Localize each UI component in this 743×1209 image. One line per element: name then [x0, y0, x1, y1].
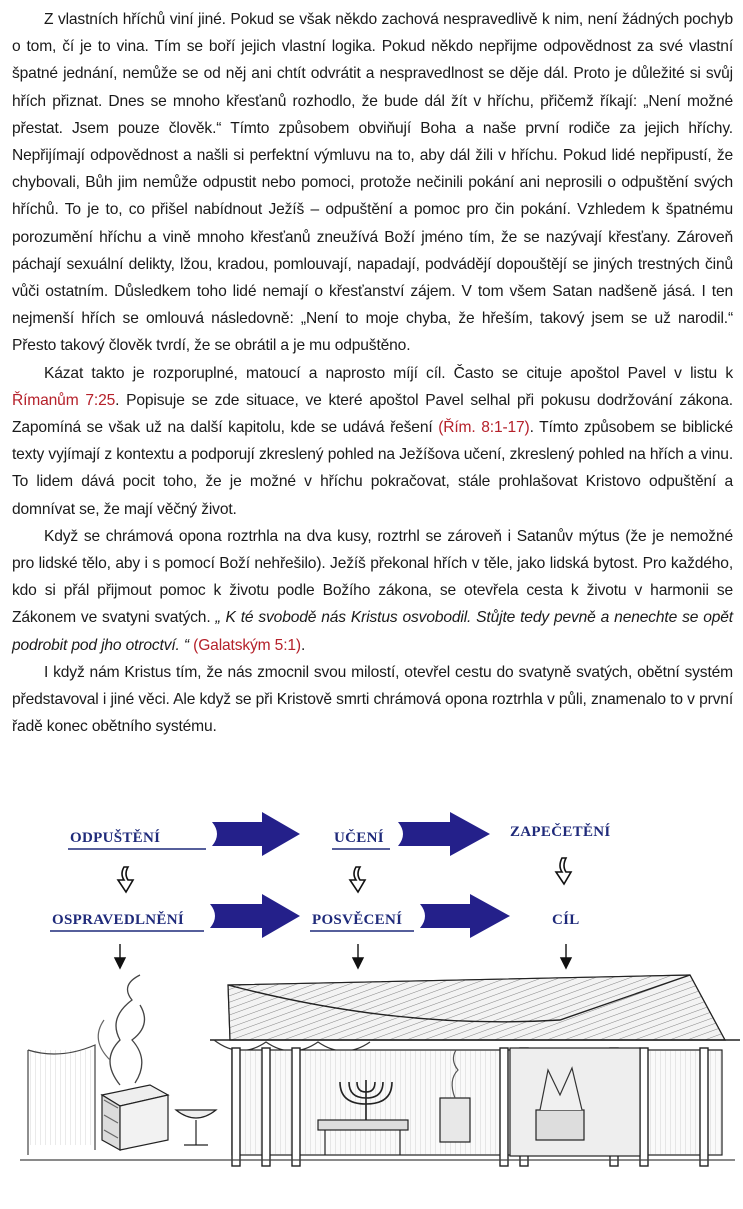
down-arrow-icon — [556, 858, 571, 884]
down-arrow-icon — [350, 867, 365, 892]
text-segment: I když nám Kristus tím, že nás zmocnil svou milostí, otevřel cestu do svatyně svatých, obětní systém představoval i jiné věci. Ale když se při Kristově smrti chrámová opona roztrhla v půli, znamenalo to v první řadě konec obětního systému. — [12, 663, 733, 736]
down-arrow-icon — [118, 867, 133, 892]
text-segment: Když se chrámová opona roztrhla na dva kusy, roztrhl se zároveň i Satanův mýtus (že je nemožné pro lidské tělo, aby i s pomocí Boží nehřešilo). Ježíš překonal hřích v těle, jako lidská bytost. Pro každého, kdo si přál přijmout pomoc k životu podle Božího zákona, se otevřela cesta k životu v harmonii se Zákonem ve svatyni svatých. — [12, 527, 733, 627]
label-odpusteni: ODPUŠTĚNÍ — [70, 830, 161, 846]
bible-quote: „ K té svobodě nás Kristus osvobodil. Stůjte tedy pevně a nenechte se opět podrobit pod jho otroctví. “ — [12, 609, 733, 654]
text-segment: . Tímto způsobem se biblické texty vyjímají z kontextu a podporují zkreslený pohled na Ježíšova učení, zkreslený pohled na hřích a vinu. To lidem dává pocit toho, že je možné v hříchu pokračovat, stále prohlašovat Kristovo odpuštění a domnívat se, že mají věčný život. — [12, 419, 733, 518]
paragraph-1 — [12, 6, 733, 360]
arrow-right-icon — [212, 812, 300, 856]
text-segment: . — [300, 636, 306, 654]
down-arrow-icon — [115, 944, 571, 968]
tabernacle-illustration — [20, 975, 740, 1166]
sanctuary-diagram — [0, 800, 743, 1209]
arrow-right-icon — [210, 894, 300, 938]
label-uceni: UČENÍ — [334, 830, 384, 846]
bible-reference: (Galatským 5:1) — [193, 636, 301, 654]
label-posveceni: POSVĚCENÍ — [312, 912, 403, 928]
label-ospravedlneni: OSPRAVEDLNĚNÍ — [52, 912, 184, 928]
article-text — [12, 6, 733, 740]
text-segment: Z vlastních hříchů viní jiné. Pokud se však někdo zachová nespravedlivě k nim, není žádných pochyb o tom, čí je to vina. Tím se boří jejich vlastní logika. Pokud někdo nepřijme odpovědnost za své vlastní špatné jednání, nemůže se od něj ani chtít odvrátit a nespravedlnost se děje dál. Proto je důležité si svůj hřích přiznat. Dnes se mnoho křesťanů rozhodlo, že bude dál žít v hříchu, přičemž říkají: „Není možné přestat. Jsem pouze člověk.“ Tímto způsobem obviňují Boha a naše první rodiče za jejich hříchy. Nepřijímají odpovědnost a našli si perfektní výmluvu na to, aby dál žili v hříchu. Pokud lidé nepřipustí, že chybovali, Bůh jim nemůže odpustit nebo pomoci, protože nečinili pokání ani neprosili o odpuštění svých hříchů. To je to, co přišel nabídnout Ježíš – odpuštění a pomoc pro čin pokání. Vzhledem k špatnému porozumění hříchu a vině mnoho křesťanů zneužívá Boží jméno tím, že se nazývají křesťany. Zároveň páchají sexuální delikty, lžou, kradou, pomlouvají, napadají, podvádějí dopouštějí se jiných trestných činů vůči ostatním. Důsledkem toho lidé nemají o křesťanství zájem. V tom všem Satan nadšeně jásá. I ten nejmenší hřích se omlouvá následovně: „Není to moje chyba, že hřeším, takový jsem se už narodil.“ Přesto takový člověk tvrdí, že se obrátil a je mu odpuštěno. — [12, 11, 733, 355]
paragraph-2 — [12, 360, 733, 523]
arrow-right-icon — [398, 812, 490, 856]
text-segment: . Popisuje se zde situace, ve které apoštol Pavel selhal při pokusu dodržování zákona. Zapomíná se však už na další kapitolu, kde se udává řešení — [12, 391, 733, 437]
paragraph-4 — [12, 659, 733, 741]
arrow-right-icon — [420, 894, 510, 938]
label-zapeceteni: ZAPEČETĚNÍ — [510, 824, 611, 840]
text-segment: Kázat takto je rozporuplné, matoucí a naprosto míjí cíl. Často se cituje apoštol Pavel v listu k — [44, 364, 733, 382]
label-cil: CÍL — [552, 912, 580, 928]
bible-reference: (Řím. 8:1-17) — [438, 419, 530, 437]
paragraph-3 — [12, 523, 733, 659]
bible-reference: Římanům 7:25 — [12, 391, 116, 409]
